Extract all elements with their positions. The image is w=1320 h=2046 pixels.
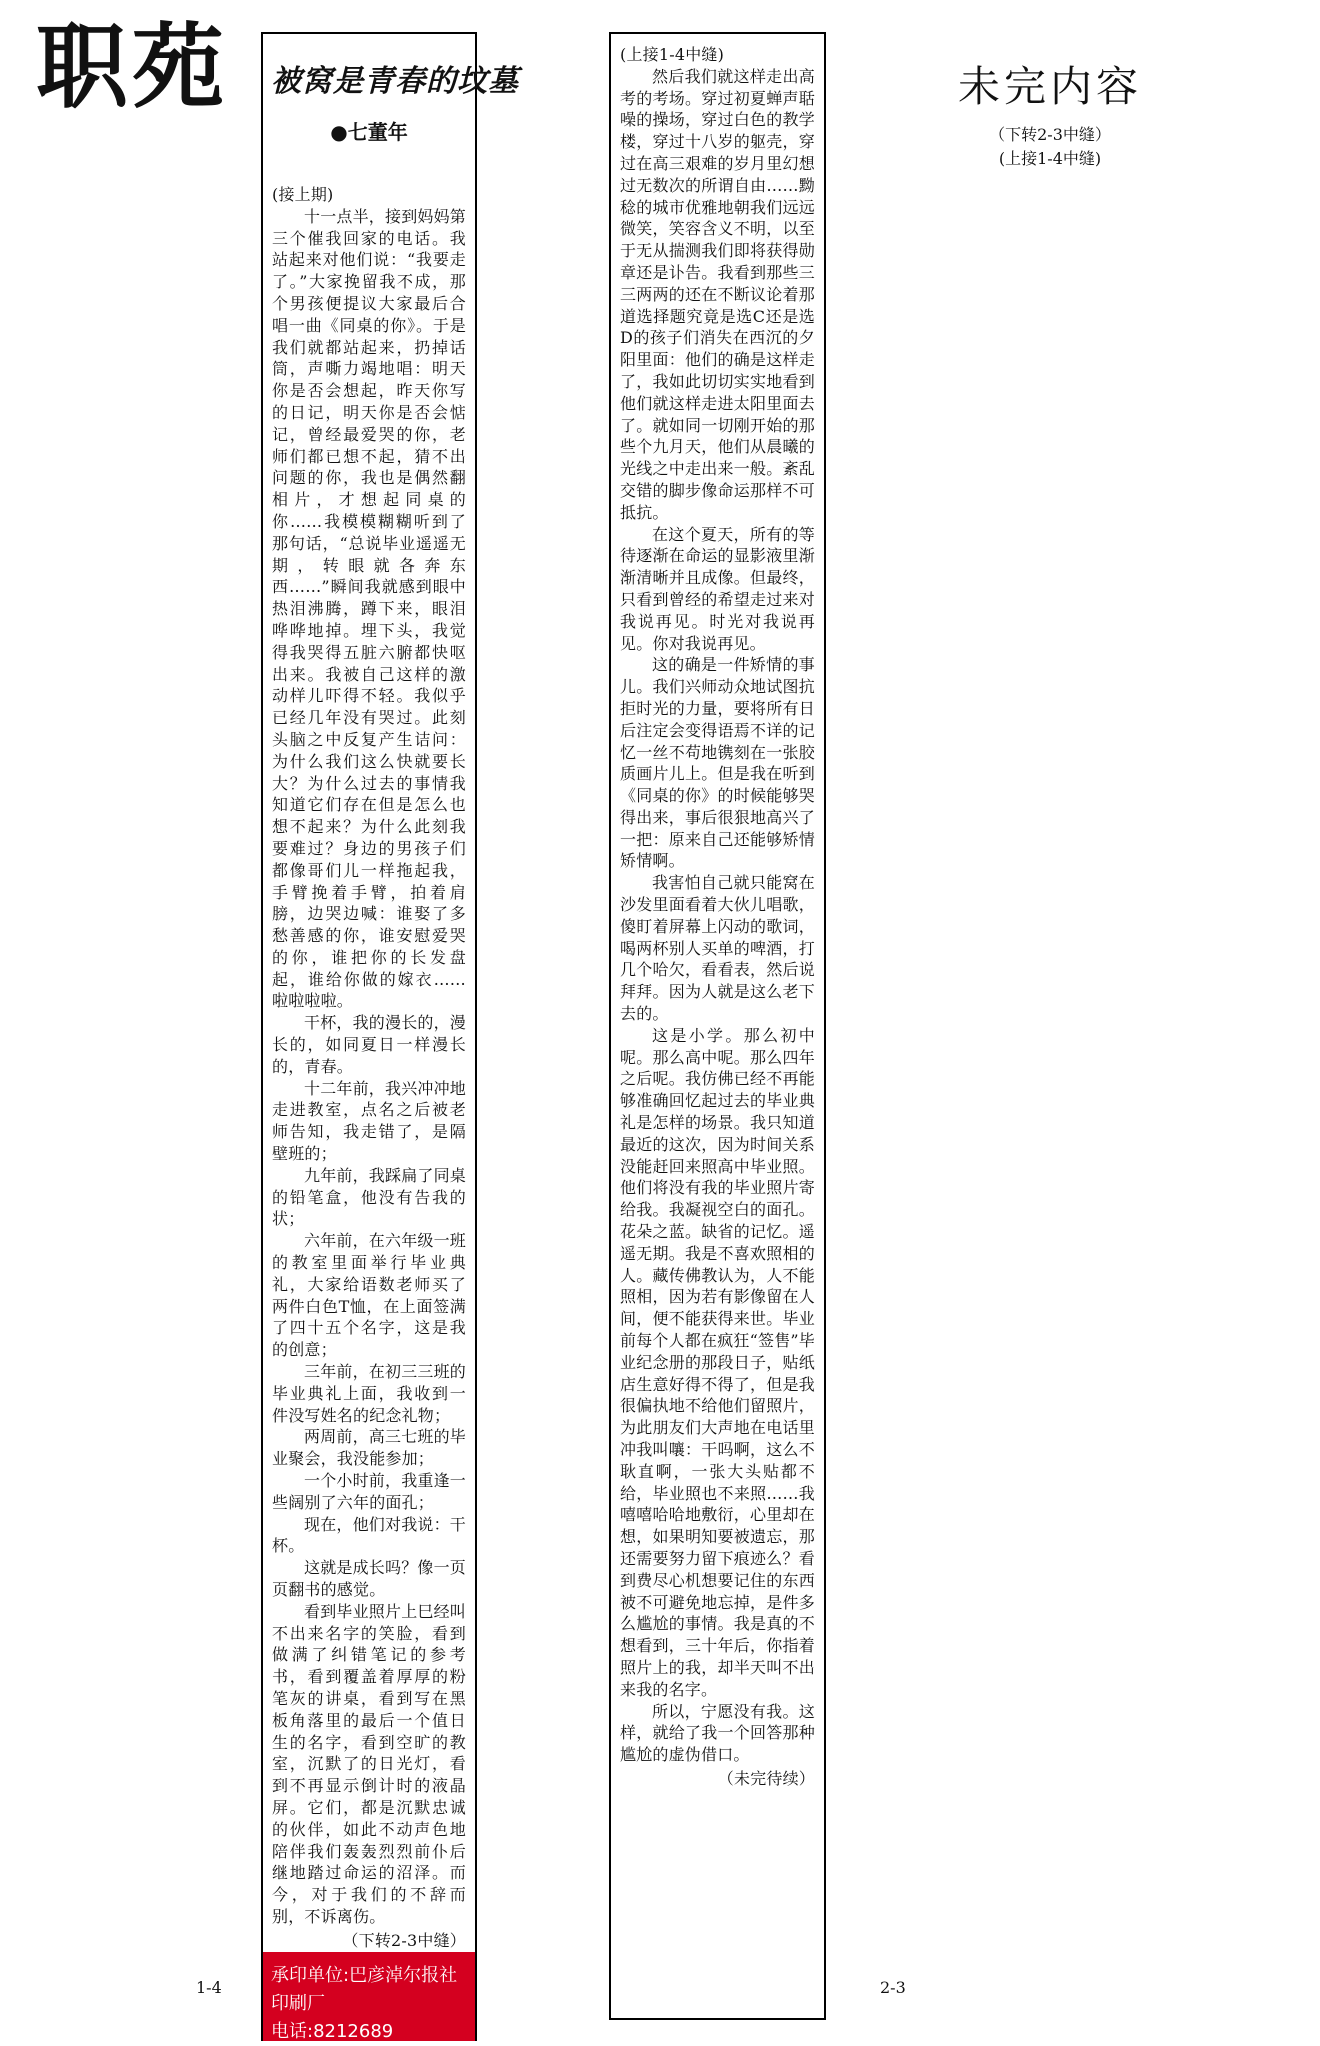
- paragraph: 一个小时前，我重逢一些阔别了六年的面孔；: [272, 1471, 467, 1512]
- paragraph: 两周前，高三七班的毕业聚会，我没能参加；: [272, 1427, 467, 1469]
- page-number-left: 1-4: [196, 1978, 222, 1997]
- article-body-part-2: [620, 44, 815, 1790]
- paragraph: 这就是成长吗？像一页页翻书的感觉。: [272, 1558, 467, 1599]
- paragraph: 然后我们就这样走出高考的考场。穿过初夏蝉声聒噪的操场，穿过白色的教学楼，穿过十八岁的躯壳，穿过在高三艰难的岁月里幻想过无数次的所谓自由……黝稔的城市优雅地朝我们远远微笑，笑容含义不明，以至于无从揣测我们即将获得勋章还是讣告。我看到那些三三两两的还在不断议论着那道选择题究竟是选C还是选D的孩子们消失在西沉的夕阳里面：他们的确是这样走了，我如此切切实实地看到他们就这样走进太阳里面去了。就如同一切刚开始的那些个九月天，他们从晨曦的光线之中走出来一般。紊乱交错的脚步像命运那样不可抵抗。: [620, 66, 815, 522]
- paragraph: 十一点半，接到妈妈第三个催我回家的电话。我站起来对他们说：“我要走了。”大家挽留我不成，那个男孩便提议大家最后合唱一曲《同桌的你》。于是我们就都站起来，扔掉话筒，声嘶力竭地唱：明天你是否会想起，昨天你写的日记，明天你是否会惦记，曾经最爱哭的你，老师们都已想不起，猜不出问题的你，我也是偶然翻相片，才想起同桌的你……我模模糊糊听到了那句话，“总说毕业遥遥无期，转眼就各奔东西……”瞬间我就感到眼中热泪沸腾，蹲下来，眼泪哗哗地掉。埋下头，我觉得我哭得五脏六腑都快呕出来。我被自己这样的激动样儿吓得不轻。我似乎已经几年没有哭过。此刻头脑之中反复产生诘问：为什么我们这么快就要长大？为什么过去的事情我知道它们存在但是怎么也想不起来？为什么此刻我要难过？身边的男孩子们都像哥们儿一样拖起我，手臂挽着手臂，拍着肩膀，边哭边喊：谁娶了多愁善感的你，谁安慰爱哭的你，谁把你的长发盘起，谁给你做的嫁衣……啦啦啦啦。: [272, 206, 467, 1011]
- paragraph: 在这个夏天，所有的等待逐渐在命运的显影液里渐渐清晰并且成像。但最终，只看到曾经的希望走过来对我说再见。时光对我说再见。你对我说再见。: [620, 524, 815, 653]
- section-title: 职苑: [36, 14, 229, 121]
- article-author: ●七董年: [330, 120, 408, 144]
- paragraph: 这是小学。那么初中呢。那么高中呢。那么四年之后呢。我仿佛已经不再能够准确回忆起过去的毕业典礼是怎样的场景。我只知道最近的这次，因为时间关系没能赶回来照高中毕业照。他们将没有我的毕业照片寄给我。我凝视空白的面孔。花朵之蓝。缺省的记忆。遥遥无期。我是不喜欢照相的人。藏传佛教认为，人不能照相，因为若有影像留在人间，便不能获得来世。毕业前每个人都在疯狂“签售”毕业纪念册的那段日子，贴纸店生意好得不得了，但是我很偏执地不给他们留照片，为此朋友们大声地在电话里冲我叫嚷：干吗啊，这么不耿直啊，一张大头贴都不给，毕业照也不来照……我嘻嘻哈哈地敷衍，心里却在想，如果明知要被遗忘，那还需要努力留下痕迹么？看到费尽心机想要记住的东西被不可避免地忘掉，是件多么尴尬的事情。我是真的不想看到，三十年后，你指着照片上的我，却半天叫不出来我的名字。: [620, 1025, 815, 1699]
- paragraph: 现在，他们对我说：干杯。: [272, 1514, 467, 1556]
- paragraph: 干杯，我的漫长的，漫长的，如同夏日一样漫长的，青春。: [272, 1013, 467, 1076]
- page-number-right: 2-3: [880, 1978, 906, 1997]
- paragraph: 看到毕业照片上巳经叫不出来名字的笑脸，看到做满了纠错笔记的参考书，看到覆盖着厚厚的粉笔灰的讲桌，看到写在黑板角落里的最后一个值日生的名字，看到空旷的教室，沉默了的日光灯，看到不再显示倒计时的液晶屏。它们，都是沉默忠诚的伙伴，如此不动声色地陪伴我们轰轰烈烈前仆后继地踏过命运的沼泽。而今，对于我们的不辞而别，不诉离伤。: [272, 1601, 467, 1926]
- paragraph: 这的确是一件矫情的事儿。我们兴师动众地试图抗拒时光的力量，要将所有日后注定会变得语焉不详的记忆一丝不苟地镌刻在一张胶质画片儿上。但是我在听到《同桌的你》的时候能够哭得出来，事后很狠地高兴了一把：原来自己还能够矫情矫情啊。: [620, 655, 815, 871]
- paragraph: 我害怕自己就只能窝在沙发里面看着大伙儿唱歌，傻盯着屏幕上闪动的歌词，喝两杯别人买单的啤酒，打几个哈欠，看看表，然后说拜拜。因为人就是这么老下去的。: [620, 873, 815, 1024]
- continued-note: （下转2-3中缝）: [342, 1930, 466, 1950]
- jump-note-from: (上接1-4中缝): [998, 149, 1102, 168]
- jump-note-to: （下转2-3中缝）: [989, 125, 1111, 144]
- paragraph: 所以，宁愿没有我。这样，就给了我一个回答那种尴尬的虚伪借口。: [620, 1701, 815, 1765]
- article-column-2: [609, 32, 826, 2020]
- continued-from-note: (上接1-4中缝): [620, 45, 725, 64]
- unfinished-content-title: 未完内容: [957, 62, 1142, 111]
- paragraph: (接上期): [272, 185, 334, 204]
- printer-info-box: [263, 1952, 475, 2041]
- paragraph: 九年前，我踩扁了同桌的铅笔盒，他没有告我的状；: [272, 1165, 467, 1229]
- paragraph: 六年前，在六年级一班的教室里面举行毕业典礼，大家给语数老师买了两件白色T恤，在上面签满了四十五个名字，这是我的创意；: [272, 1231, 467, 1360]
- article-column-1: [261, 32, 519, 2041]
- article-title: 被窝是青春的坟墓: [271, 64, 519, 99]
- to-be-continued-note: （未完待续）: [717, 1768, 815, 1788]
- printer-name: 承印单位:巴彦淖尔报社印刷厂: [271, 1965, 458, 2014]
- article-body-part-1: [272, 184, 466, 1952]
- printer-phone: 电话:8212689: [271, 2021, 394, 2042]
- paragraph: 十二年前，我兴冲冲地走进教室，点名之后被老师告知，我走错了，是隔壁班的；: [272, 1078, 467, 1164]
- paragraph: 三年前，在初三三班的毕业典礼上面，我收到一件没写姓名的纪念礼物；: [272, 1362, 467, 1425]
